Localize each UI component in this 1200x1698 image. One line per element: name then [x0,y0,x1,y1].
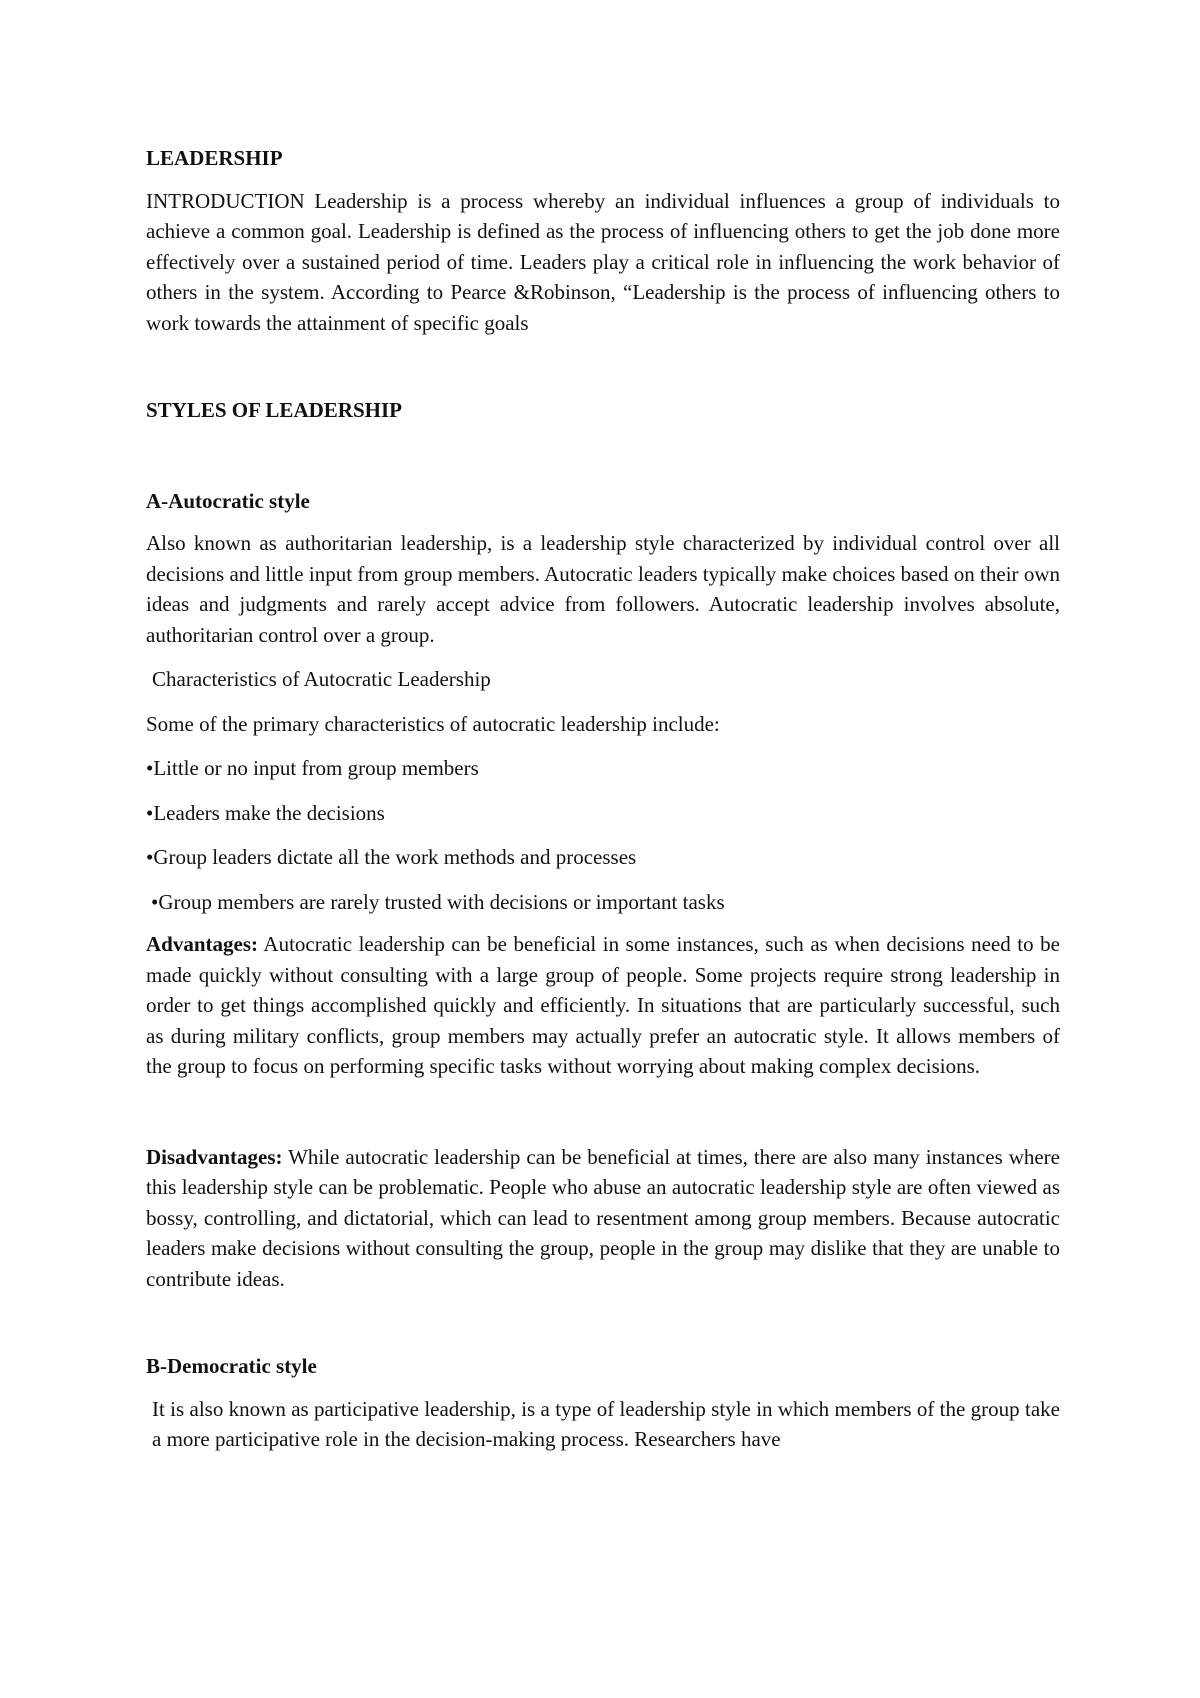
advantages-paragraph [146,929,1060,1082]
autocratic-heading: A-Autocratic style [146,488,310,513]
democratic-definition: It is also known as participative leadership, is a type of leadership style in which members of the group take a more participative role in the decision-making process. Researchers have [152,1396,1060,1451]
characteristic-item: •Group members are rarely trusted with decisions or important tasks [151,889,725,914]
disadvantages-paragraph [146,1142,1060,1295]
advantages-label: Advantages: [146,932,259,956]
disadvantages-label: Disadvantages: [146,1144,283,1169]
democratic-heading: B-Democratic style [146,1354,317,1378]
styles-heading: STYLES OF LEADERSHIP [146,398,402,422]
characteristic-item: •Group leaders dictate all the work methods and processes [146,845,637,869]
characteristics-intro: Some of the primary characteristics of autocratic leadership include: [146,711,720,736]
document-title: LEADERSHIP [146,146,283,170]
autocratic-definition: Also known as authoritarian leadership, is a leadership style characterized by individual control over all decisions and little input from group members. Autocratic leaders typically make choices based on their own ideas and judgments and rarely accept advice from followers. Autocratic leadership involves absolute, authoritarian control over a group. [146,531,1060,647]
introduction-paragraph: INTRODUCTION Leadership is a process whereby an individual influences a group of individuals to achieve a common goal. Leadership is defined as the process of influencing others to get the job done more effectively over a sustained period of time. Leaders play a critical role in influencing the work behavior of others in the system. According to Pearce &Robinson, “Leadership is the process of influencing others to work towards the attainment of specific goals [146,188,1060,335]
disadvantages-text: While autocratic leadership can be beneficial at times, there are also many instances where this leadership style can be problematic. People who abuse an autocratic leadership style are often viewed as bossy, controlling, and dictatorial, which can lead to resentment among group members. Because autocratic leaders make decisions without consulting the group, people in the group may dislike that they are unable to contribute ideas. [146,1144,1060,1291]
characteristics-title: Characteristics of Autocratic Leadership [152,667,491,691]
characteristic-item: •Leaders make the decisions [146,800,385,825]
characteristic-item: •Little or no input from group members [146,756,479,780]
advantages-text: Autocratic leadership can be beneficial in some instances, such as when decisions need to be made quickly without consulting with a large group of people. Some projects require strong leadership in order to get things accomplished quickly and efficiently. In situations that are particularly successful, such as during military conflicts, group members may actually prefer an autocratic style. It allows members of the group to focus on performing specific tasks without worrying about making complex decisions. [146,932,1060,1078]
